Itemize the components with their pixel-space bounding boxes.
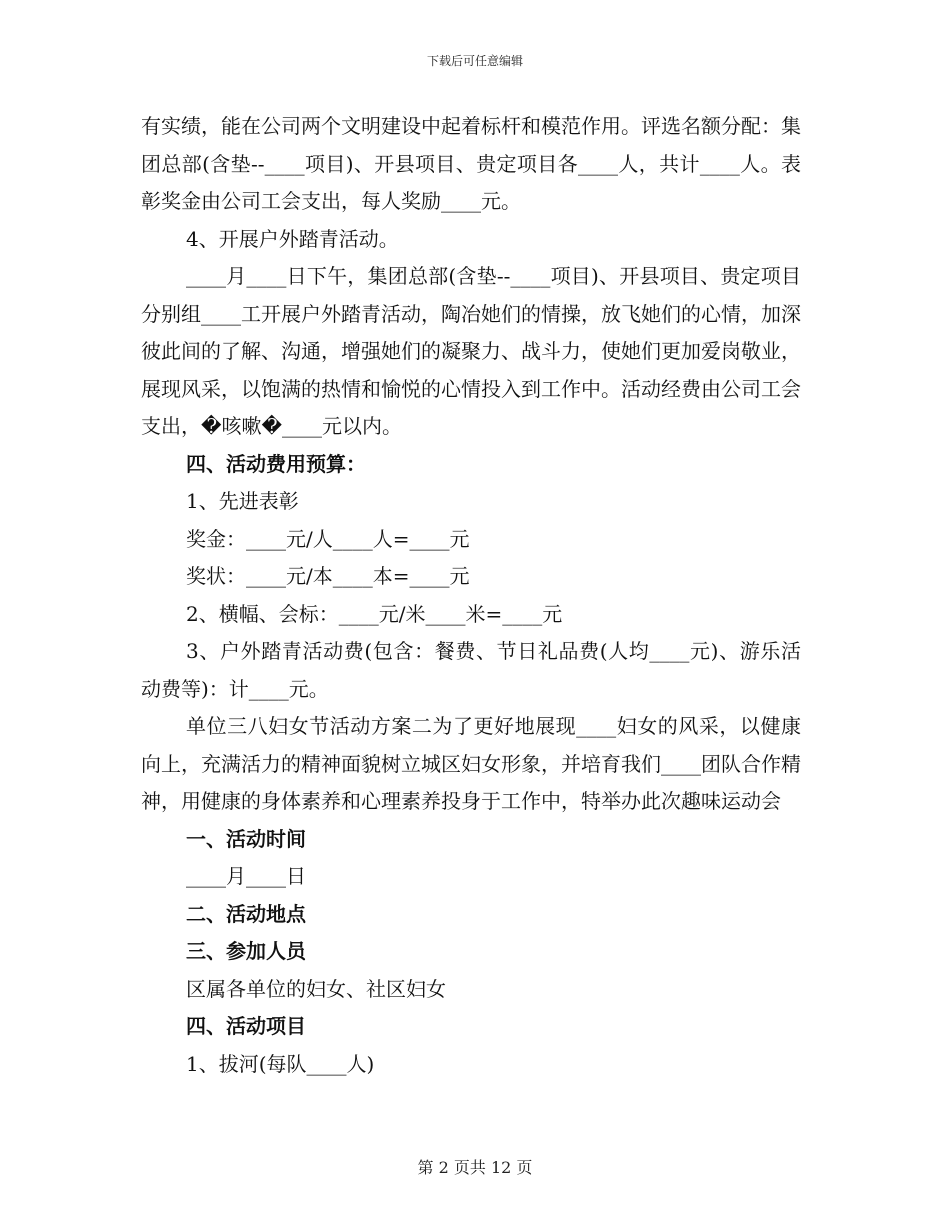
paragraph: 奖状：____元/本____本=____元 [186,564,470,588]
page-footer: 第 2 页共 12 页 [417,1158,533,1177]
paragraph: ____月____日 [186,864,306,888]
paragraph: 4、开展户外踏青活动。 [186,226,399,251]
paragraph: 1、拔河(每队____人) [186,1051,375,1076]
section-heading: 三、参加人员 [186,939,306,963]
paragraph: 单位三八妇女节活动方案二为了更好地展现____妇女的风采，以健康向上，充满活力的精神面貌树立城区妇女形象，并培育我们____团队合作精神，用健康的身体素养和心理素养投身于工作中，特举办此次趣味运动会 [141,714,801,813]
paragraph: 奖金：____元/人____人=____元 [186,526,470,551]
document-body [141,108,801,1083]
paragraph: 1、先进表彰 [186,489,299,513]
section-heading: 一、活动时间 [186,826,306,851]
section-heading: 二、活动地点 [186,901,306,926]
paragraph: ____月____日下午，集团总部(含垫--____项目)、开县项目、贵定项目分别组____工开展户外踏青活动，陶冶她们的情操，放飞她们的心情，加深彼此间的了解、沟通，增强她们的凝聚力、战斗力，使她们更加爱岗敬业，展现风采，以饱满的热情和愉悦的心情投入到工作中。活动经费由公司工会支出，�咳嗽�____元以内。 [141,264,801,438]
section-heading: 四、活动项目 [186,1014,306,1038]
page-header: 下载后可任意编辑 [426,54,523,68]
paragraph: 有实绩，能在公司两个文明建设中起着标杆和模范作用。评选名额分配：集团总部(含垫--____项目)、开县项目、贵定项目各____人，共计____人。表彰奖金由公司工会支出，每人奖励____元。 [141,114,801,213]
paragraph: 2、横幅、会标：____元/米____米=____元 [186,601,563,626]
section-heading: 四、活动费用预算： [186,451,366,476]
paragraph: 3、户外踏青活动费(包含：餐费、节日礼品费(人均____元)、游乐活动费等)：计____元。 [141,639,801,701]
paragraph: 区属各单位的妇女、社区妇女 [186,976,446,1001]
